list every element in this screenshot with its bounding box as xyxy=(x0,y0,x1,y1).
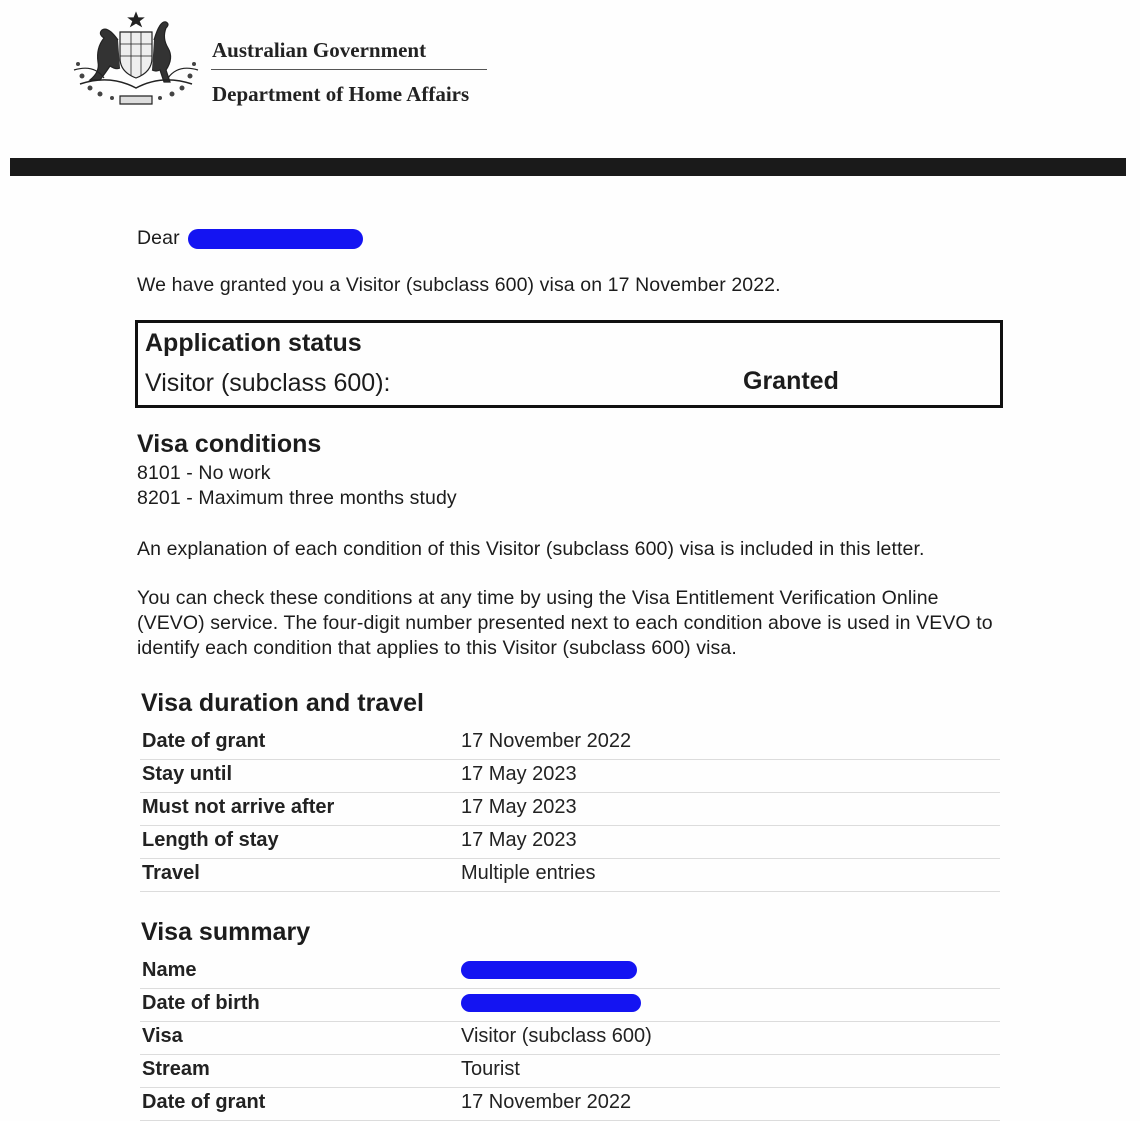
redaction-mark xyxy=(461,994,641,1012)
table-row xyxy=(140,825,1000,859)
vevo-paragraph: You can check these conditions at any time by using the Visa Entitlement Verification Online (VEVO) service. The four-digit number presented next to each condition above is used in VEVO to identify each condition that applies to this Visitor (subclass 600) visa. xyxy=(137,587,993,659)
row-label: Name xyxy=(142,959,197,981)
duration-heading: Visa duration and travel xyxy=(141,689,424,717)
table-row xyxy=(140,759,1000,793)
redaction-mark xyxy=(188,229,363,249)
row-value: Tourist xyxy=(461,1058,520,1080)
row-label: Date of birth xyxy=(142,992,260,1014)
row-value: 17 November 2022 xyxy=(461,730,632,752)
condition-item: 8101 - No work xyxy=(137,462,271,484)
row-label: Stay until xyxy=(142,763,233,785)
grant-sentence: We have granted you a Visitor (subclass 600) visa on 17 November 2022. xyxy=(137,274,781,296)
row-label: Date of grant xyxy=(142,730,266,752)
table-row xyxy=(140,955,1000,989)
row-label: Stream xyxy=(142,1058,210,1080)
table-row xyxy=(140,1054,1000,1088)
redaction-mark xyxy=(461,961,637,979)
table-row xyxy=(140,792,1000,826)
header-bar xyxy=(10,158,1126,176)
row-label: Visa xyxy=(142,1025,183,1047)
greeting: Dear xyxy=(137,227,180,249)
status-title: Application status xyxy=(145,329,362,357)
status-visa-label: Visitor (subclass 600): xyxy=(145,369,391,397)
table-row xyxy=(140,1087,1000,1121)
table-row xyxy=(140,988,1000,1022)
table-row xyxy=(140,726,1000,760)
header-rule xyxy=(211,69,487,70)
row-value: 17 May 2023 xyxy=(461,763,577,785)
row-value: 17 May 2023 xyxy=(461,796,577,818)
conditions-heading: Visa conditions xyxy=(137,430,322,458)
department-name: Department of Home Affairs xyxy=(212,82,470,106)
row-value: 17 May 2023 xyxy=(461,829,577,851)
row-label: Length of stay xyxy=(142,829,279,851)
coat-of-arms-icon xyxy=(70,10,202,108)
table-row xyxy=(140,858,1000,892)
condition-item: 8201 - Maximum three months study xyxy=(137,487,457,509)
row-label: Date of grant xyxy=(142,1091,266,1113)
row-label: Must not arrive after xyxy=(142,796,335,818)
row-value: 17 November 2022 xyxy=(461,1091,632,1113)
status-value: Granted xyxy=(743,367,839,395)
table-row xyxy=(140,1021,1000,1055)
explanation-text: An explanation of each condition of this Visitor (subclass 600) visa is included in this letter. xyxy=(137,538,925,560)
summary-heading: Visa summary xyxy=(141,918,311,946)
row-value: Visitor (subclass 600) xyxy=(461,1025,652,1047)
application-status-box xyxy=(135,320,1003,408)
row-value: Multiple entries xyxy=(461,862,596,884)
row-label: Travel xyxy=(142,862,200,884)
government-name: Australian Government xyxy=(212,38,427,62)
